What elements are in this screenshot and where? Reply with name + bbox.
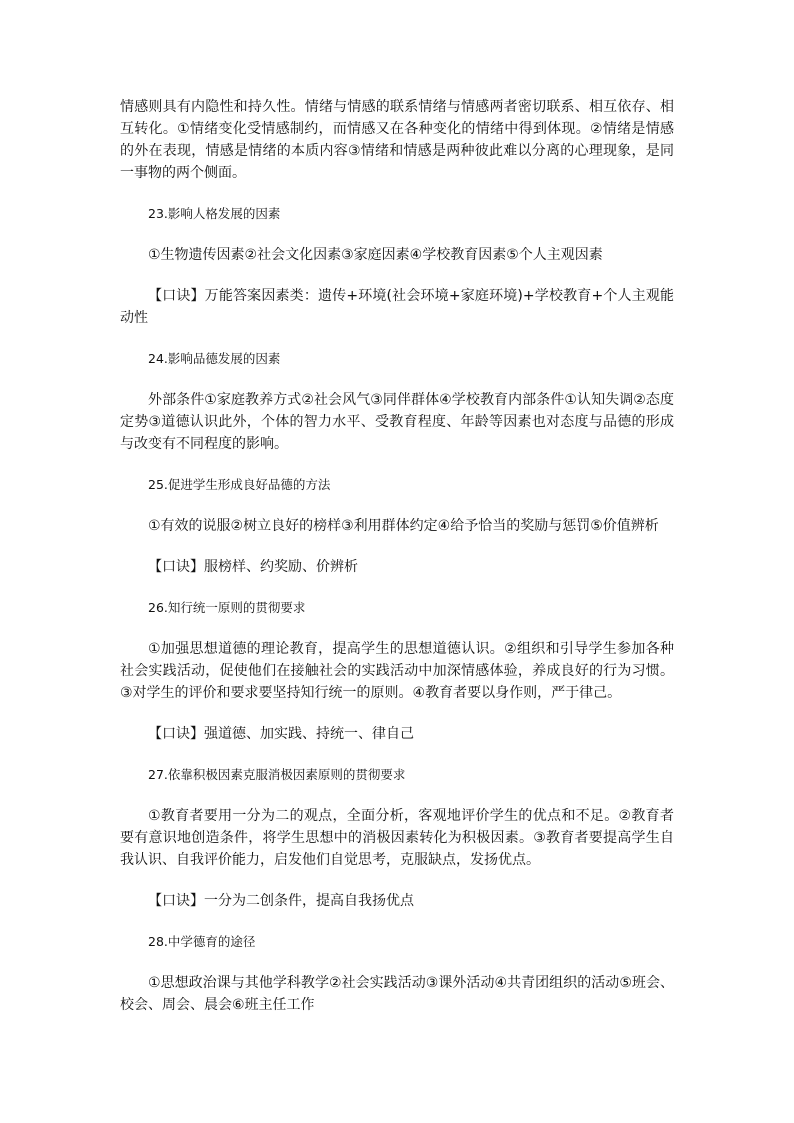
paragraph-26-requirements: ①加强思想道德的理论教育，提高学生的思想道德认识。②组织和引导学生参加各种社会实践活动，促使他们在接触社会的实践活动中加深情感体验，养成良好的行为习惯。③对学生的评价和要求要坚持知行统一的原则。④教育者要以身作则，严于律己。 <box>120 641 674 701</box>
heading-24: 24.影响品德发展的因素 <box>148 351 281 366</box>
heading-25: 25.促进学生形成良好品德的方法 <box>148 477 331 492</box>
paragraph-25-mnemonic: 【口诀】服榜样、约奖励、价辨析 <box>148 559 358 575</box>
paragraph-23-factors: ①生物遗传因素②社会文化因素③家庭因素④学校教育因素⑤个人主观因素 <box>148 247 603 263</box>
document-body <box>120 96 674 1016</box>
paragraph-26-mnemonic: 【口诀】强道德、加实践、持统一、律自己 <box>148 726 414 742</box>
paragraph-23-mnemonic: 【口诀】万能答案因素类：遗传+环境(社会环境+家庭环境)+学校教育+个人主观能动性 <box>120 288 674 326</box>
paragraph-24-factors: 外部条件①家庭教养方式②社会风气③同伴群体④学校教育内部条件①认知失调②态度定势③道德认识此外，个体的智力水平、受教育程度、年龄等因素也对态度与品德的形成与改变有不同程度的影响。 <box>120 392 674 452</box>
paragraph-emotion-feeling: 情感则具有内隐性和持久性。情绪与情感的联系情绪与情感两者密切联系、相互依存、相互转化。①情绪变化受情感制约，而情感又在各种变化的情绪中得到体现。②情绪是情感的外在表现，情感是情绪的本质内容③情绪和情感是两种彼此难以分离的心理现象，是同一事物的两个侧面。 <box>120 99 674 181</box>
paragraph-25-methods: ①有效的说服②树立良好的榜样③利用群体约定④给予恰当的奖励与惩罚⑤价值辨析 <box>148 518 659 534</box>
heading-26: 26.知行统一原则的贯彻要求 <box>148 600 306 615</box>
paragraph-28-approaches: ①思想政治课与其他学科教学②社会实践活动③课外活动④共青团组织的活动⑤班会、校会、周会、晨会⑥班主任工作 <box>120 975 674 1013</box>
heading-28: 28.中学德育的途径 <box>148 934 256 949</box>
heading-27: 27.依靠积极因素克服消极因素原则的贯彻要求 <box>148 767 406 782</box>
heading-23: 23.影响人格发展的因素 <box>148 206 281 221</box>
paragraph-27-mnemonic: 【口诀】一分为二创条件，提高自我扬优点 <box>148 893 414 909</box>
paragraph-27-requirements: ①教育者要用一分为二的观点，全面分析，客观地评价学生的优点和不足。②教育者要有意识地创造条件，将学生思想中的消极因素转化为积极因素。③教育者要提高学生自我认识、自我评价能力，启发他们自觉思考，克服缺点，发扬优点。 <box>120 808 674 868</box>
